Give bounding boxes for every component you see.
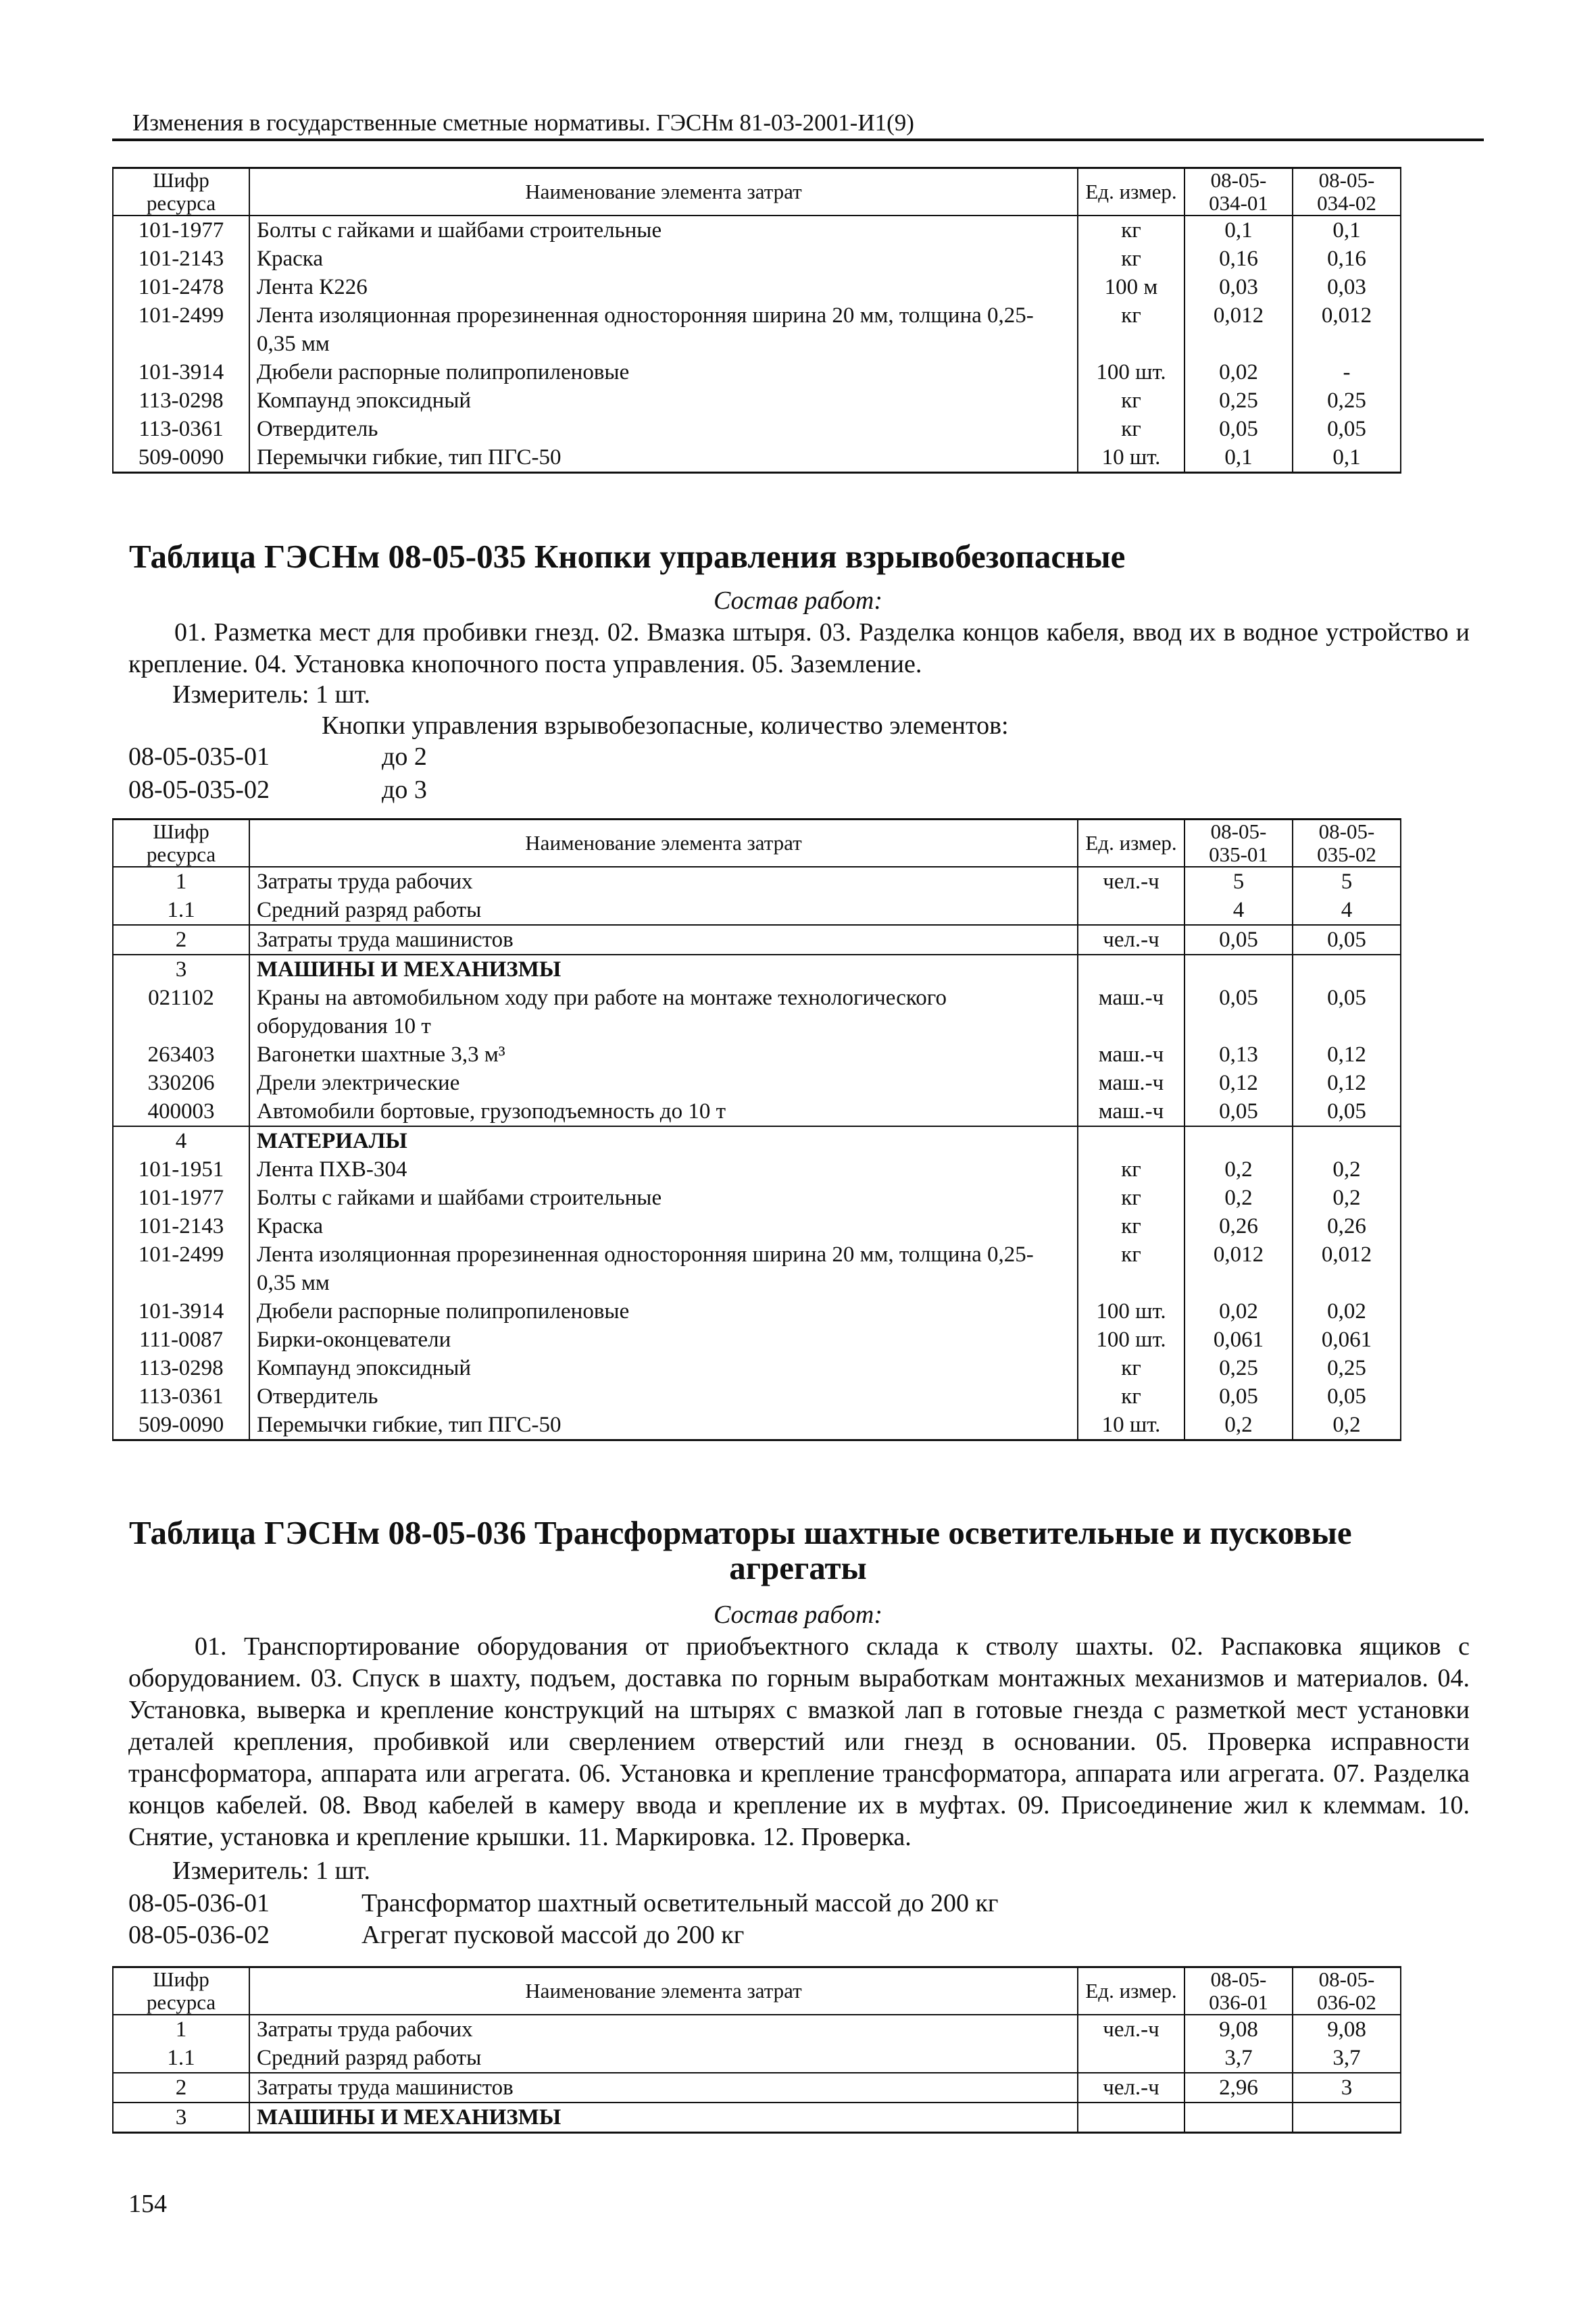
cell-name: Отвердитель — [249, 1382, 1078, 1411]
cell-unit: чел.-ч — [1078, 2073, 1184, 2103]
cell-value-2: 0,26 — [1293, 1212, 1401, 1240]
resource-table-036 — [112, 1966, 1401, 2134]
cell-value-1 — [1184, 1126, 1293, 1155]
col-header-variant-2: 08-05-034-02 — [1293, 168, 1401, 216]
cell-value-2: 0,25 — [1293, 1354, 1401, 1382]
table-row — [113, 1155, 1401, 1184]
page-number: 154 — [128, 2190, 167, 2218]
cell-value-1: 0,26 — [1184, 1212, 1293, 1240]
cell-unit: кг — [1078, 1382, 1184, 1411]
table-row — [113, 2073, 1401, 2103]
cell-code: 111-0087 — [113, 1326, 249, 1354]
cell-unit: кг — [1078, 415, 1184, 443]
cell-unit: чел.-ч — [1078, 867, 1184, 896]
cell-value-1: 0,12 — [1184, 1069, 1293, 1097]
cell-value-2: 0,05 — [1293, 1097, 1401, 1126]
cell-name: Затраты труда машинистов — [249, 925, 1078, 955]
cell-code: 101-1977 — [113, 1184, 249, 1212]
cell-value-2: 0,2 — [1293, 1411, 1401, 1440]
cell-value-1: 0,02 — [1184, 358, 1293, 386]
cell-name: Болты с гайками и шайбами строительные — [249, 1184, 1078, 1212]
cell-value-2: 0,02 — [1293, 1297, 1401, 1326]
cell-value-1: 4 — [1184, 896, 1293, 925]
cell-code: 101-2143 — [113, 1212, 249, 1240]
cell-code: 1.1 — [113, 896, 249, 925]
table-row — [113, 2044, 1401, 2073]
cell-value-2: 0,061 — [1293, 1326, 1401, 1354]
cell-value-2: 0,1 — [1293, 216, 1401, 245]
cell-name: Средний разряд работы — [249, 896, 1078, 925]
cell-value-2: 3,7 — [1293, 2044, 1401, 2073]
cell-value-1: 0,05 — [1184, 1097, 1293, 1126]
cell-name: Затраты труда машинистов — [249, 2073, 1078, 2103]
cell-code: 101-3914 — [113, 1297, 249, 1326]
variant-code: 08-05-035-01 — [128, 743, 270, 771]
work-composition-text-035: 01. Разметка мест для пробивки гнезд. 02. Вмазка штыря. 03. Разделка концов кабеля, ввод их в водное устройство и крепление. 04. Установка кнопочного поста управления. 05. Заземление. — [128, 618, 1470, 678]
cell-unit — [1078, 896, 1184, 925]
table-row — [113, 955, 1401, 984]
cell-name: Вагонетки шахтные 3,3 м³ — [249, 1040, 1078, 1069]
col-header-variant-2: 08-05-036-02 — [1293, 1967, 1401, 2015]
work-composition-label-036: Состав работ: — [713, 1601, 883, 1629]
table-row — [113, 415, 1401, 443]
section-title-036-line2: агрегаты — [729, 1549, 867, 1586]
cell-value-1: 3,7 — [1184, 2044, 1293, 2073]
cell-code: 101-1951 — [113, 1155, 249, 1184]
section-title-035: Таблица ГЭСНм 08-05-035 Кнопки управления взрывобезопасные — [129, 538, 1126, 575]
cell-value-2 — [1293, 955, 1401, 984]
table-row — [113, 2103, 1401, 2133]
cell-value-2: 0,05 — [1293, 1382, 1401, 1411]
col-header-name: Наименование элемента затрат — [249, 820, 1078, 867]
cell-name: Средний разряд работы — [249, 2044, 1078, 2073]
cell-value-2: 0,012 — [1293, 1240, 1401, 1297]
cell-name: Дюбели распорные полипропиленовые — [249, 1297, 1078, 1326]
cell-code: 400003 — [113, 1097, 249, 1126]
work-composition-text-036: 01. Транспортирование оборудования от приобъектного склада к стволу шахты. 02. Распаковка ящиков с оборудованием. 03. Спуск в шахту, подъем, доставка по горным выработкам монтажных механизмов и материалов. 04. Установка, выверка и крепление конструкций на штырях с вмазкой лап в готовые гнезда с разметкой мест установки деталей крепления, пробивкой или сверлением отверстий или гнезд в основании. 05. Проверка исправности трансформатора, аппарата или агрегата. 06. Установка и крепление трансформатора, аппарата или агрегата. 07. Разделка концов кабелей. 08. Ввод кабелей в камеру ввода и крепление их в муфтах. 09. Присоединение жил к клеммам. 10. Снятие, установка и крепление крышки. 11. Маркировка. 12. Проверка. — [128, 1632, 1470, 1851]
cell-value-1: 0,061 — [1184, 1326, 1293, 1354]
cell-name: Дюбели распорные полипропиленовые — [249, 358, 1078, 386]
cell-name: Перемычки гибкие, тип ПГС-50 — [249, 443, 1078, 473]
cell-name: Компаунд эпоксидный — [249, 1354, 1078, 1382]
col-header-unit: Ед. измер. — [1078, 820, 1184, 867]
cell-name: Краска — [249, 245, 1078, 273]
cell-name: Компаунд эпоксидный — [249, 386, 1078, 415]
table-header-row — [113, 168, 1401, 216]
variant-text: Агрегат пусковой массой до 200 кг — [361, 1921, 745, 1949]
cell-unit — [1078, 1126, 1184, 1155]
cell-name: Лента ПХВ-304 — [249, 1155, 1078, 1184]
table-row — [113, 216, 1401, 245]
cell-code: 101-2478 — [113, 273, 249, 301]
cell-name: Лента К226 — [249, 273, 1078, 301]
table-row — [113, 1326, 1401, 1354]
header-rule — [112, 139, 1484, 141]
col-header-variant-1: 08-05-036-01 — [1184, 1967, 1293, 2015]
cell-name: Лента изоляционная прорезиненная односторонняя ширина 20 мм, толщина 0,25-0,35 мм — [249, 1240, 1078, 1297]
cell-value-2: 9,08 — [1293, 2015, 1401, 2044]
cell-name: Лента изоляционная прорезиненная односторонняя ширина 20 мм, толщина 0,25-0,35 мм — [249, 301, 1078, 358]
cell-unit: кг — [1078, 216, 1184, 245]
cell-value-1: 0,25 — [1184, 386, 1293, 415]
cell-unit: маш.-ч — [1078, 1097, 1184, 1126]
cell-value-2: 3 — [1293, 2073, 1401, 2103]
cell-value-2: - — [1293, 358, 1401, 386]
cell-code: 1.1 — [113, 2044, 249, 2073]
cell-unit: 100 м — [1078, 273, 1184, 301]
cell-code: 101-2143 — [113, 245, 249, 273]
cell-unit — [1078, 2044, 1184, 2073]
cell-value-1: 2,96 — [1184, 2073, 1293, 2103]
table-row — [113, 1382, 1401, 1411]
cell-unit: кг — [1078, 386, 1184, 415]
table-row — [113, 443, 1401, 473]
cell-value-1: 0,05 — [1184, 925, 1293, 955]
cell-value-1 — [1184, 955, 1293, 984]
cell-value-1 — [1184, 2103, 1293, 2133]
cell-unit: кг — [1078, 1240, 1184, 1297]
cell-value-1: 0,1 — [1184, 443, 1293, 473]
cell-unit — [1078, 955, 1184, 984]
cell-unit: кг — [1078, 1184, 1184, 1212]
cell-value-2 — [1293, 2103, 1401, 2133]
cell-code: 113-0361 — [113, 1382, 249, 1411]
cell-value-2: 0,25 — [1293, 386, 1401, 415]
col-header-variant-1: 08-05-034-01 — [1184, 168, 1293, 216]
cell-code: 2 — [113, 925, 249, 955]
table-row — [113, 1040, 1401, 1069]
cell-code: 021102 — [113, 984, 249, 1040]
cell-code: 263403 — [113, 1040, 249, 1069]
cell-value-2: 0,16 — [1293, 245, 1401, 273]
cell-unit: кг — [1078, 301, 1184, 358]
running-header: Изменения в государственные сметные нормативы. ГЭСНм 81-03-2001-И1(9) — [132, 109, 914, 136]
cell-value-1: 0,1 — [1184, 216, 1293, 245]
cell-unit: маш.-ч — [1078, 984, 1184, 1040]
cell-code: 509-0090 — [113, 1411, 249, 1440]
cell-unit: 100 шт. — [1078, 1326, 1184, 1354]
table-row — [113, 273, 1401, 301]
cell-value-1: 0,2 — [1184, 1155, 1293, 1184]
cell-value-2: 0,2 — [1293, 1155, 1401, 1184]
cell-code: 101-3914 — [113, 358, 249, 386]
table-header-row — [113, 820, 1401, 867]
col-header-name: Наименование элемента затрат — [249, 1967, 1078, 2015]
cell-value-1: 0,2 — [1184, 1411, 1293, 1440]
cell-code: 509-0090 — [113, 443, 249, 473]
table-row — [113, 896, 1401, 925]
table-row — [113, 1297, 1401, 1326]
cell-unit: кг — [1078, 1354, 1184, 1382]
table-row — [113, 1411, 1401, 1440]
table-row — [113, 1097, 1401, 1126]
cell-code: 101-2499 — [113, 1240, 249, 1297]
cell-code: 1 — [113, 867, 249, 896]
table-row — [113, 358, 1401, 386]
cell-value-1: 0,16 — [1184, 245, 1293, 273]
cell-code: 4 — [113, 1126, 249, 1155]
col-header-unit: Ед. измер. — [1078, 168, 1184, 216]
cell-code: 1 — [113, 2015, 249, 2044]
cell-unit: 10 шт. — [1078, 1411, 1184, 1440]
variant-text: до 3 — [382, 776, 427, 804]
cell-value-1: 0,05 — [1184, 1382, 1293, 1411]
table-row — [113, 1240, 1401, 1297]
cell-unit: 100 шт. — [1078, 1297, 1184, 1326]
cell-unit: кг — [1078, 1155, 1184, 1184]
cell-value-1: 0,02 — [1184, 1297, 1293, 1326]
cell-value-2: 0,012 — [1293, 301, 1401, 358]
cell-value-1: 0,13 — [1184, 1040, 1293, 1069]
resource-table-034 — [112, 167, 1401, 474]
cell-code: 3 — [113, 2103, 249, 2133]
table-row — [113, 386, 1401, 415]
col-header-name: Наименование элемента затрат — [249, 168, 1078, 216]
cell-unit: 100 шт. — [1078, 358, 1184, 386]
cell-value-1: 0,03 — [1184, 273, 1293, 301]
table-header-row — [113, 1967, 1401, 2015]
cell-unit — [1078, 2103, 1184, 2133]
col-header-code: Шифр ресурса — [113, 168, 249, 216]
cell-value-1: 0,05 — [1184, 415, 1293, 443]
cell-code: 113-0298 — [113, 386, 249, 415]
cell-name: Краны на автомобильном ходу при работе на монтаже технологического оборудования 10 т — [249, 984, 1078, 1040]
cell-value-2: 0,1 — [1293, 443, 1401, 473]
cell-value-2: 0,12 — [1293, 1069, 1401, 1097]
cell-name: Дрели электрические — [249, 1069, 1078, 1097]
variant-text: до 2 — [382, 743, 427, 771]
cell-value-2: 5 — [1293, 867, 1401, 896]
cell-value-2: 0,05 — [1293, 984, 1401, 1040]
cell-unit: 10 шт. — [1078, 443, 1184, 473]
cell-name: Краска — [249, 1212, 1078, 1240]
cell-value-1: 5 — [1184, 867, 1293, 896]
cell-value-2: 0,2 — [1293, 1184, 1401, 1212]
table-row — [113, 1212, 1401, 1240]
meter-035: Измеритель: 1 шт. — [172, 680, 370, 709]
table-row — [113, 1184, 1401, 1212]
col-header-variant-1: 08-05-035-01 — [1184, 820, 1293, 867]
cell-value-1: 0,2 — [1184, 1184, 1293, 1212]
cell-unit: кг — [1078, 1212, 1184, 1240]
meter-036: Измеритель: 1 шт. — [172, 1857, 370, 1885]
cell-unit: чел.-ч — [1078, 2015, 1184, 2044]
cell-value-1: 0,012 — [1184, 1240, 1293, 1297]
cell-value-1: 0,25 — [1184, 1354, 1293, 1382]
cell-name: Затраты труда рабочих — [249, 867, 1078, 896]
resource-table-035 — [112, 818, 1401, 1441]
col-header-unit: Ед. измер. — [1078, 1967, 1184, 2015]
table-row — [113, 301, 1401, 358]
table-row — [113, 2015, 1401, 2044]
cell-value-1: 9,08 — [1184, 2015, 1293, 2044]
subtitle-035: Кнопки управления взрывобезопасные, количество элементов: — [322, 711, 1009, 740]
cell-unit: чел.-ч — [1078, 925, 1184, 955]
cell-code: 101-1977 — [113, 216, 249, 245]
cell-value-2: 0,05 — [1293, 415, 1401, 443]
cell-code: 2 — [113, 2073, 249, 2103]
col-header-code: Шифр ресурса — [113, 1967, 249, 2015]
table-row — [113, 867, 1401, 896]
cell-value-2: 0,12 — [1293, 1040, 1401, 1069]
col-header-variant-2: 08-05-035-02 — [1293, 820, 1401, 867]
cell-code: 113-0298 — [113, 1354, 249, 1382]
table-row — [113, 984, 1401, 1040]
cell-code: 113-0361 — [113, 415, 249, 443]
section-title-036-line1: Таблица ГЭСНм 08-05-036 Трансформаторы шахтные осветительные и пусковые — [129, 1514, 1352, 1551]
cell-name: Автомобили бортовые, грузоподъемность до 10 т — [249, 1097, 1078, 1126]
cell-unit: маш.-ч — [1078, 1040, 1184, 1069]
cell-name: Бирки-оконцеватели — [249, 1326, 1078, 1354]
variant-code: 08-05-036-01 — [128, 1889, 270, 1917]
col-header-code: Шифр ресурса — [113, 820, 249, 867]
cell-unit: кг — [1078, 245, 1184, 273]
cell-value-1: 0,05 — [1184, 984, 1293, 1040]
cell-name: МАТЕРИАЛЫ — [249, 1126, 1078, 1155]
cell-unit: маш.-ч — [1078, 1069, 1184, 1097]
cell-name: Отвердитель — [249, 415, 1078, 443]
cell-value-2: 0,03 — [1293, 273, 1401, 301]
variant-text: Трансформатор шахтный осветительный массой до 200 кг — [361, 1889, 999, 1917]
table-row — [113, 1354, 1401, 1382]
table-row — [113, 1126, 1401, 1155]
cell-name: МАШИНЫ И МЕХАНИЗМЫ — [249, 2103, 1078, 2133]
cell-value-1: 0,012 — [1184, 301, 1293, 358]
cell-name: МАШИНЫ И МЕХАНИЗМЫ — [249, 955, 1078, 984]
cell-code: 101-2499 — [113, 301, 249, 358]
table-row — [113, 925, 1401, 955]
cell-value-2 — [1293, 1126, 1401, 1155]
variant-code: 08-05-035-02 — [128, 776, 270, 804]
cell-value-2: 4 — [1293, 896, 1401, 925]
table-row — [113, 245, 1401, 273]
cell-code: 330206 — [113, 1069, 249, 1097]
cell-name: Болты с гайками и шайбами строительные — [249, 216, 1078, 245]
variant-code: 08-05-036-02 — [128, 1921, 270, 1949]
cell-value-2: 0,05 — [1293, 925, 1401, 955]
cell-code: 3 — [113, 955, 249, 984]
cell-name: Затраты труда рабочих — [249, 2015, 1078, 2044]
cell-name: Перемычки гибкие, тип ПГС-50 — [249, 1411, 1078, 1440]
work-composition-label-035: Состав работ: — [713, 586, 883, 615]
table-row — [113, 1069, 1401, 1097]
